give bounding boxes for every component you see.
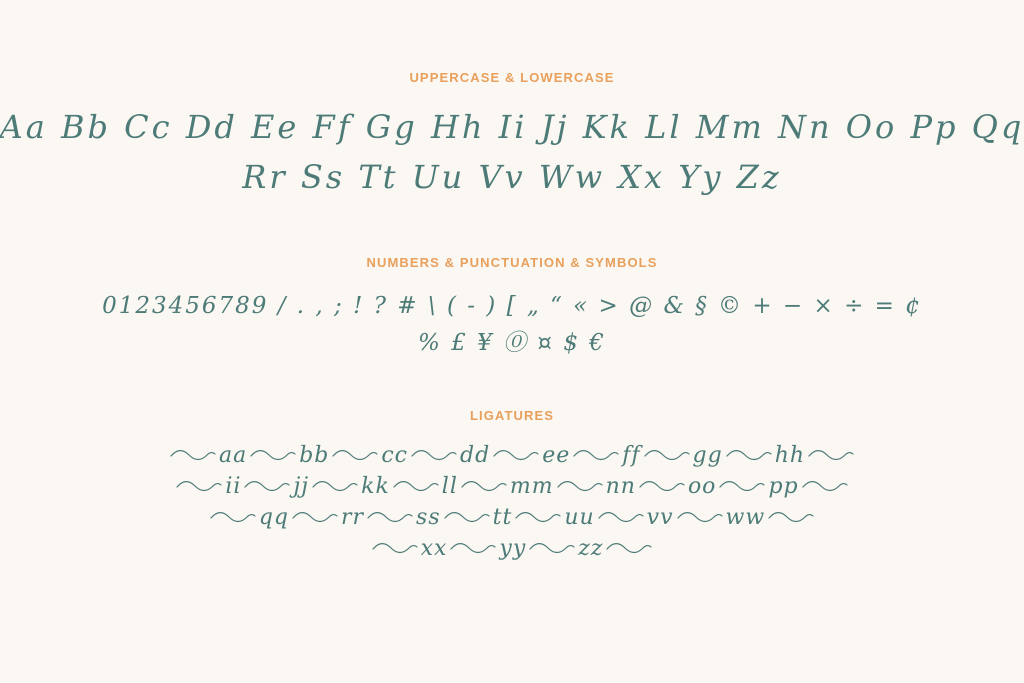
swash-stroke-icon (644, 447, 690, 463)
ligature-pair-label: ee (542, 442, 571, 468)
swash-stroke-icon (598, 509, 644, 525)
swash-stroke-icon (411, 447, 457, 463)
ligature-pair-label: kk (361, 473, 390, 499)
ligature-pair (439, 474, 461, 499)
ligature-pair-label: dd (460, 442, 491, 468)
ligature-pair-label: oo (687, 473, 717, 499)
swash-stroke-icon (573, 447, 619, 463)
swash-stroke-icon (450, 540, 496, 556)
ligature-pair-label: gg (692, 442, 723, 468)
ligature-pair (222, 474, 244, 499)
swash-stroke-icon (372, 540, 418, 556)
ligature-pair (413, 505, 444, 530)
swash-stroke-icon (726, 447, 772, 463)
swash-stroke-icon (557, 478, 603, 494)
ligature-row (132, 474, 892, 499)
swash-stroke-icon (176, 478, 222, 494)
ligature-pair (644, 505, 677, 530)
ligature-pair (690, 443, 726, 468)
numbers-row-2: % £ ¥ ⓪ ¤ $ € (418, 329, 606, 356)
ligature-pair-label: ww (725, 504, 766, 530)
ligature-pair (256, 505, 292, 530)
swash-stroke-icon (639, 478, 685, 494)
ligature-pair (603, 474, 639, 499)
ligature-pair (561, 505, 597, 530)
ligature-pair (290, 474, 312, 499)
ligature-pair-label: qq (258, 504, 289, 530)
ligature-pair (378, 443, 411, 468)
alphabet-glyph-block (0, 107, 1024, 197)
ligature-row (132, 536, 892, 561)
swash-stroke-icon (312, 478, 358, 494)
ligature-pair-label: xx (420, 535, 448, 561)
ligature-pair-label: vv (646, 504, 674, 530)
ligature-pair-label: hh (774, 442, 806, 468)
swash-stroke-icon (250, 447, 296, 463)
ligature-pair (619, 443, 643, 468)
swash-stroke-icon (444, 509, 490, 525)
ligature-pair-label: yy (499, 535, 527, 561)
ligature-pair (772, 443, 808, 468)
ligature-pair (723, 505, 769, 530)
alphabet-row-2: Rr Ss Tt Uu Vv Ww Xx Yy Zz (242, 158, 782, 196)
ligature-pair (296, 443, 332, 468)
numbers-glyph-block (102, 292, 922, 358)
swash-stroke-icon (529, 540, 575, 556)
ligatures-glyph-block (132, 443, 892, 567)
swash-stroke-icon (461, 478, 507, 494)
swash-stroke-icon (515, 509, 561, 525)
ligature-pair-label: ii (225, 473, 242, 499)
ligature-pair-label: mm (509, 473, 554, 499)
swash-stroke-icon (332, 447, 378, 463)
swash-stroke-icon (170, 447, 216, 463)
ligature-pair-label: cc (381, 442, 409, 468)
ligature-pair-label: bb (299, 442, 330, 468)
ligature-pair (685, 474, 720, 499)
swash-stroke-icon (210, 509, 256, 525)
ligature-pair (490, 505, 516, 530)
section-heading-numbers: NUMBERS & PUNCTUATION & SYMBOLS (366, 255, 658, 270)
ligature-row (132, 443, 892, 468)
ligature-pair-label: ll (441, 473, 458, 499)
swash-stroke-icon (768, 509, 814, 525)
ligature-pair-label: uu (564, 504, 595, 530)
swash-stroke-icon (606, 540, 652, 556)
ligature-pair-label: jj (293, 473, 310, 499)
ligature-pair-label: rr (340, 504, 365, 530)
ligature-pair-label: nn (605, 473, 636, 499)
ligature-pair-label: zz (578, 535, 604, 561)
ligature-pair-label: ff (622, 442, 641, 468)
ligature-row (132, 505, 892, 530)
swash-stroke-icon (244, 478, 290, 494)
ligature-pair (216, 443, 250, 468)
swash-stroke-icon (719, 478, 765, 494)
section-heading-ligatures: LIGATURES (469, 407, 555, 423)
ligature-pair (457, 443, 493, 468)
section-heading-uppercase: UPPERCASE & LOWERCASE (409, 70, 615, 85)
ligature-pair (539, 443, 573, 468)
ligature-pair (418, 536, 451, 561)
swash-stroke-icon (393, 478, 439, 494)
ligature-pair (338, 505, 367, 530)
swash-stroke-icon (677, 509, 723, 525)
numbers-row-1: 0123456789 / . , ; ! ? # \ ( - ) [ „ “ « > @ & § © + − × ÷ = ¢ (102, 293, 922, 319)
swash-stroke-icon (367, 509, 413, 525)
swash-stroke-icon (493, 447, 539, 463)
ligature-pair-label: aa (218, 442, 248, 468)
swash-stroke-icon (292, 509, 338, 525)
ligature-pair (496, 536, 529, 561)
ligature-pair-label: tt (492, 504, 513, 530)
ligature-pair (507, 474, 557, 499)
alphabet-row-1: Aa Bb Cc Dd Ee Ff Gg Hh Ii Jj Kk Ll Mm Nn Oo Pp Qq (0, 108, 1024, 146)
ligature-pair-label: ss (416, 504, 441, 530)
ligature-pair-label: pp (768, 473, 799, 499)
ligature-pair (358, 474, 393, 499)
swash-stroke-icon (802, 478, 848, 494)
ligature-pair (765, 474, 801, 499)
swash-stroke-icon (808, 447, 854, 463)
ligature-pair (575, 536, 606, 561)
